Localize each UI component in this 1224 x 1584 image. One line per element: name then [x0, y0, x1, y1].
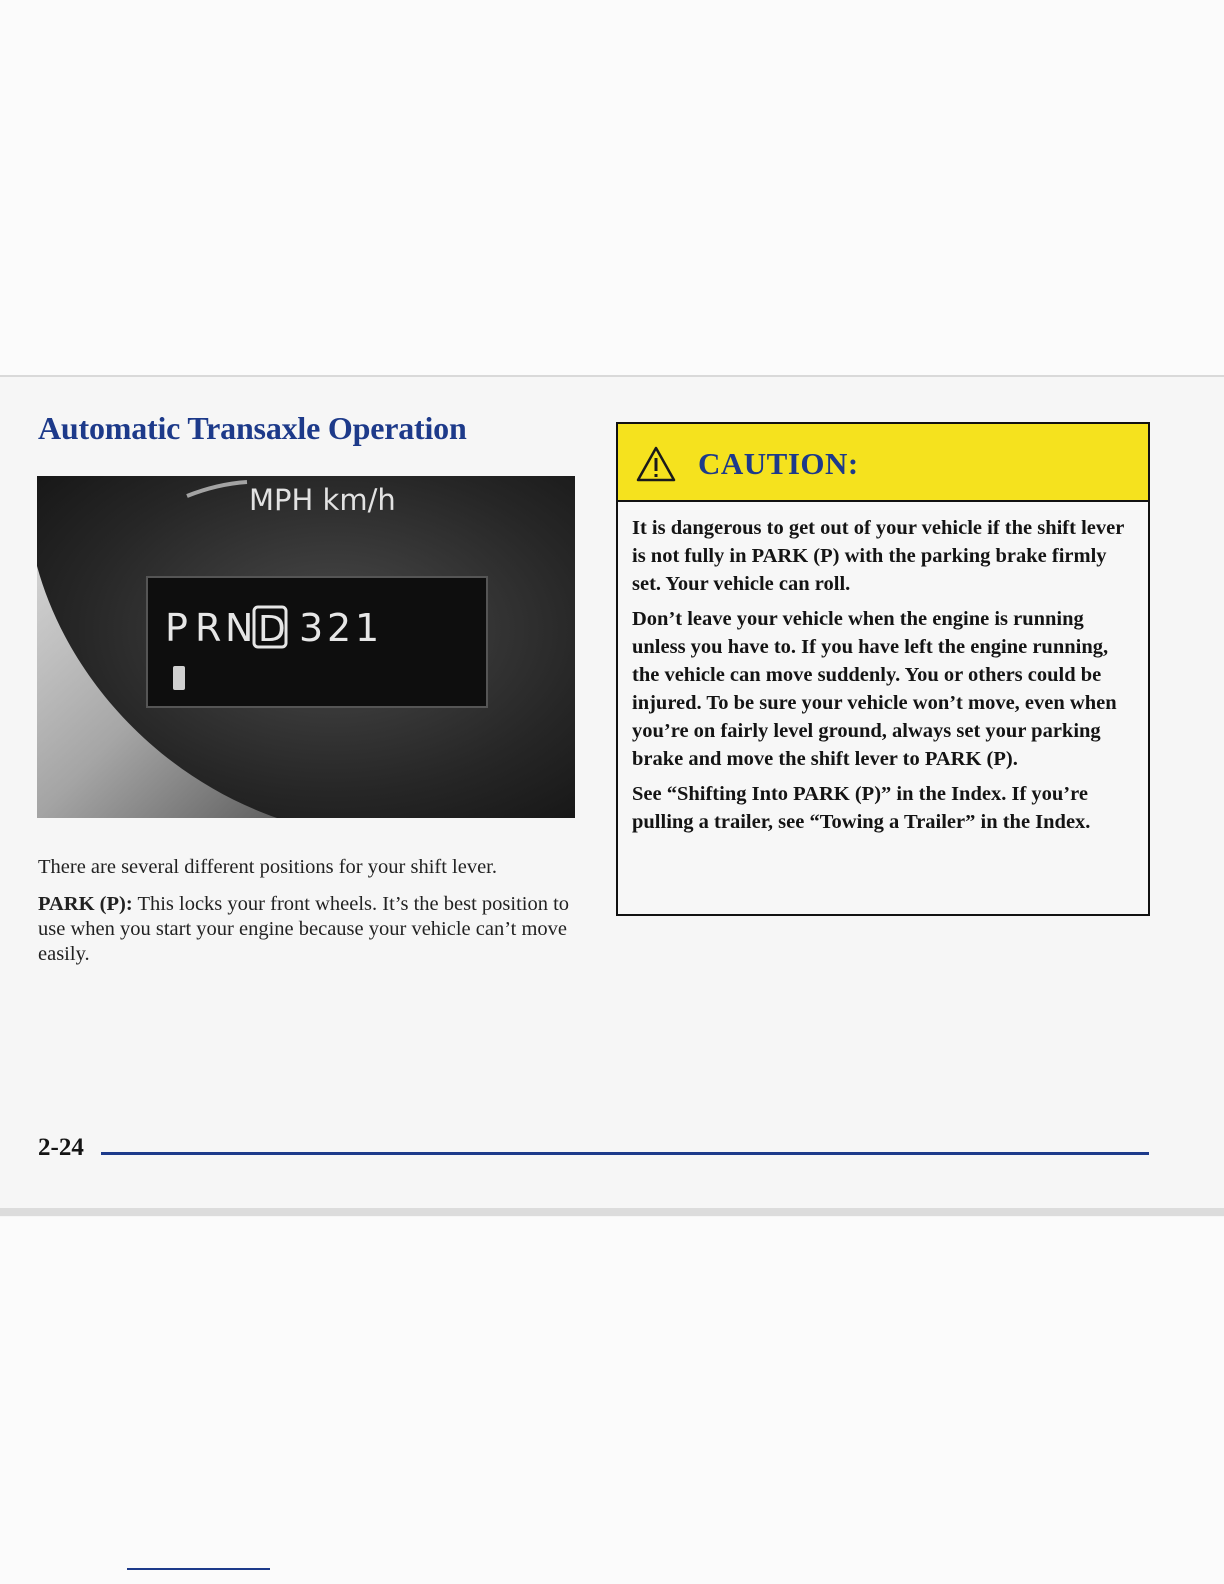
speed-units-label: MPH km/h — [249, 483, 396, 517]
page-bottom-edge — [0, 1208, 1224, 1216]
warning-triangle-icon — [636, 446, 676, 482]
intro-paragraph: There are several different positions for your shift lever. — [38, 856, 497, 878]
gear-position-r: R — [195, 606, 222, 650]
park-label: PARK (P): — [38, 893, 133, 915]
caution-title: CAUTION: — [698, 446, 859, 481]
caution-body — [632, 514, 1137, 843]
footer-rule — [101, 1152, 1149, 1155]
gear-position-3: 3 — [299, 606, 324, 650]
instrument-cluster-photo — [37, 476, 575, 818]
caution-paragraph: It is dangerous to get out of your vehicle if the shift lever is not fully in PARK (P) with the parking brake firmly set. Your vehicle can roll. — [632, 517, 1124, 595]
gear-position-p: P — [165, 606, 188, 650]
gear-position-d: D — [258, 609, 286, 650]
gear-position-2: 2 — [327, 606, 352, 650]
caution-paragraph: Don’t leave your vehicle when the engine is running unless you have to. If you have left the engine running, the vehicle can move suddenly. You or others could be injured. To be sure your vehicle won’t move, even when you’re on fairly level ground, always set your parking brake and move the shift lever to PARK (P). — [632, 608, 1117, 770]
section-title: Automatic Transaxle Operation — [38, 410, 467, 446]
caution-header — [618, 424, 1148, 502]
caution-box — [616, 422, 1150, 916]
page-number: 2-24 — [38, 1134, 84, 1161]
caution-paragraph: See “Shifting Into PARK (P)” in the Index. If you’re pulling a trailer, see “Towing a Trailer” in the Index. — [632, 783, 1091, 833]
park-paragraph — [38, 892, 578, 967]
park-description: This locks your front wheels. It’s the best position to use when you start your engine because your vehicle can’t move easily. — [38, 893, 570, 965]
instrument-cluster-graphic — [37, 476, 575, 818]
gear-position-1: 1 — [355, 606, 380, 650]
gear-position-n: N — [225, 606, 254, 650]
gear-indicator-marker — [173, 666, 185, 690]
bottom-rule — [127, 1568, 270, 1570]
